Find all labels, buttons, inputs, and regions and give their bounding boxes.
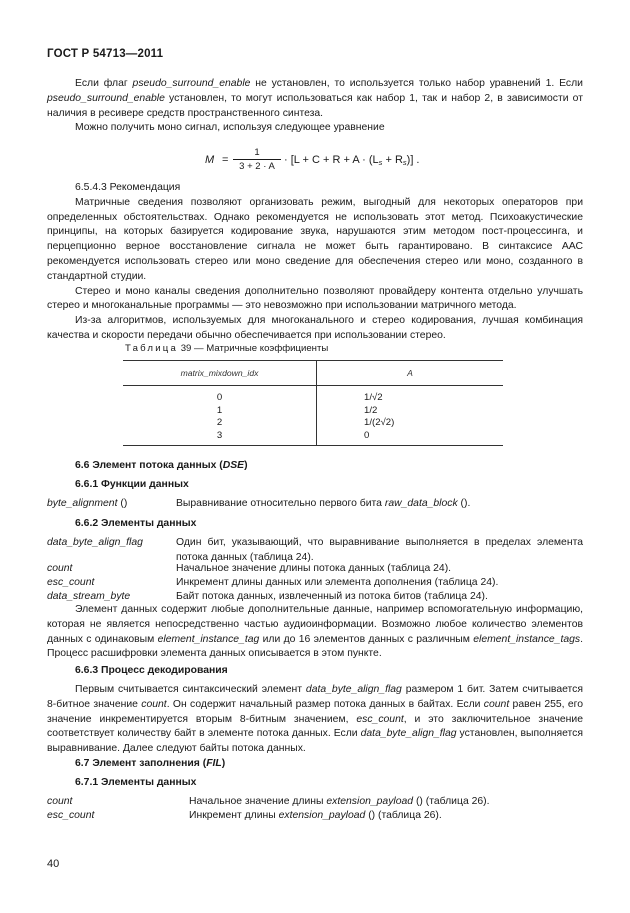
caption-text: 39 — Матричные коэффициенты: [180, 343, 329, 354]
text: · [L + C + R + A · (L: [284, 154, 379, 166]
formula-fraction: [233, 147, 281, 172]
paragraph-mono: Можно получить моно сигнал, используя следующее уравнение: [75, 122, 385, 134]
table-cell: 1: [123, 405, 317, 418]
definition-desc: [189, 809, 442, 824]
text: ().: [457, 498, 471, 509]
definition-desc: Байт потока данных, извлеченный из потока битов (таблица 24).: [176, 591, 488, 602]
text: Элемент данных содержит любые дополнительные данные, например вспомогательную информацию, которая не является непосредственно частью аудиоинформации. Возможно любое количество элементов данных с одинаковым: [47, 604, 583, 645]
definition-term: esc_count: [47, 810, 95, 821]
definitions-671: [47, 795, 583, 825]
paragraph-stereo-mono: Стерео и моно каналы сведения дополнительно позволяют провайдеру контента отдельно улучшать стерео и многоканальные программы — это невозможно при использовании матричного метода.: [47, 285, 583, 312]
definition-term: count: [47, 796, 73, 807]
page-header: ГОСТ Р 54713—2011: [47, 48, 164, 60]
term: DSE: [222, 460, 245, 471]
definition-item: [47, 809, 583, 824]
text: + R: [382, 154, 403, 166]
text: Инкремент длины: [189, 810, 279, 821]
section-heading-661: 6.6.1 Функции данных: [75, 479, 189, 490]
term: data_byte_align_flag: [360, 728, 457, 740]
text: не установлен, то используется только набор уравнений 1. Если: [250, 78, 583, 89]
text: byte_alignment: [47, 498, 118, 509]
formula-equals: =: [222, 154, 229, 166]
text: или до 16 элементов данных с различным: [259, 633, 474, 645]
text: ): [221, 758, 226, 769]
definition-desc: Инкремент длины данных или элемента дополнения (таблица 24).: [176, 577, 499, 588]
definition-item: [47, 795, 583, 810]
text: . Он содержит начальный размер потока данных в байтах. Если: [166, 698, 484, 710]
text: , и это заключительное значение соответствует количеству байт в элементе потока данных. Если: [47, 713, 583, 740]
subscript: s: [378, 158, 383, 167]
text: () (таблица 26).: [413, 796, 490, 807]
table-cell: 1/(2√2): [364, 417, 395, 428]
table-row: [123, 386, 503, 405]
section-heading-66: [75, 459, 248, 474]
formula-lhs: M: [205, 154, 215, 166]
text: размером 1 бит. Затем считывается 8-битное значение: [47, 684, 583, 710]
table-cell: 0: [317, 430, 504, 446]
definition-desc: [176, 497, 470, 512]
table-row: [123, 430, 503, 446]
text: ): [244, 460, 248, 471]
caption-word: Таблица: [125, 343, 179, 354]
table-cell: 3: [123, 430, 317, 446]
table-cell: 0: [123, 386, 317, 405]
table-cell: 2: [123, 417, 317, 430]
formula-rest: [284, 153, 420, 171]
text: 6.6 Элемент потока данных (: [75, 460, 223, 471]
table-row: [123, 405, 503, 418]
definition-desc: [189, 795, 490, 810]
term: pseudo_surround_enable: [132, 78, 251, 89]
mono-formula: [205, 147, 445, 177]
text: установлен, выполняется выравнивание. Далее следуют байты потока данных.: [47, 728, 583, 755]
term: FIL: [206, 758, 222, 769]
definition-term: [47, 497, 127, 512]
section-heading-671: 6.7.1 Элементы данных: [75, 777, 197, 788]
section-heading-663: 6.6.3 Процесс декодирования: [75, 665, 228, 676]
definition-desc: Начальное значение длины потока данных (таблица 24).: [176, 563, 452, 574]
text: Первым считывается синтаксический элемент: [75, 684, 306, 695]
paragraph-data-element: [47, 603, 583, 662]
term: data_byte_align_flag: [305, 684, 402, 695]
term: esc_count: [356, 713, 404, 725]
term: count: [483, 698, 510, 710]
term: extension_payload: [326, 796, 414, 807]
table-row: [123, 417, 503, 430]
subscript: s: [402, 158, 407, 167]
section-heading-662: 6.6.2 Элементы данных: [75, 518, 197, 529]
text: равен 255, его значение инкрементируется вторым 8-битным значением,: [47, 698, 583, 725]
text: установлен, то могут использоваться как набор 1, так и набор 2, в зависимости от наличия в ресивере средств пространственного синтеза.: [47, 92, 583, 119]
column-header: matrix_mixdown_idx: [123, 361, 317, 386]
term: element_instance_tags: [473, 633, 581, 645]
table-caption: [125, 342, 328, 357]
paragraph-algorithms: Из-за алгоритмов, используемых для многоканального и стерео кодирования, лучшая комбинация качества и скорости передачи обычно обеспечивается при использовании стерео.: [47, 315, 583, 341]
paragraph-pseudo-surround: [47, 77, 583, 136]
matrix-coefficients-table: [123, 360, 503, 446]
text: . Процесс расшифровки элемента данных описывается в этом пункте.: [47, 633, 583, 660]
definition-desc: Один бит, указывающий, что выравнивание выполняется в пределах элемента потока данных (таблица 24).: [176, 537, 583, 563]
term: raw_data_block: [384, 498, 458, 509]
definition-term: data_byte_align_flag: [47, 537, 143, 548]
definition-item: [47, 576, 583, 591]
paragraph-matrix: Матричные сведения позволяют организовать режим, выгодный для некоторых операторов при определенных обстоятельствах. Однако рекомендуется не использовать этот метод. Психоакустические принципы, на которых базируется кодирование звука, нарушаются этим методом пост-процессинга, и перцепционно верное восстановление сигнала не может быть гарантировано. В синтаксисе ААС рекомендуется использовать стерео или моно сведение для обеспечения стерео или моно, созданного в стандартной студии.: [47, 196, 583, 282]
definition-term: esc_count: [47, 577, 95, 588]
column-header: A: [317, 361, 504, 386]
definition-item: [47, 562, 583, 577]
text: Начальное значение длины: [189, 796, 327, 807]
fraction-bar: [233, 159, 281, 160]
section-heading-67: [75, 757, 225, 772]
term: pseudo_surround_enable: [47, 92, 165, 104]
text: () (таблица 26).: [365, 810, 442, 821]
term: element_instance_tag: [157, 633, 260, 645]
section-recommendation: [47, 181, 583, 344]
paragraph-decoding: [47, 683, 583, 757]
term: count: [141, 698, 167, 710]
formula-numerator: 1: [254, 147, 260, 158]
table-cell: 1/√2: [364, 392, 383, 403]
definition-term: data_stream_byte: [47, 591, 131, 602]
definition-byte-alignment: [47, 497, 583, 512]
definitions-662: [47, 536, 583, 604]
term: extension_payload: [278, 810, 366, 821]
table-header-row: [123, 361, 503, 386]
definition-term: count: [47, 563, 73, 574]
table-cell: 1/2: [364, 404, 378, 416]
formula-denominator: 3 + 2 · A: [239, 161, 275, 172]
text: 6.7 Элемент заполнения (: [75, 758, 207, 769]
text: Выравнивание относительно первого бита: [176, 498, 385, 509]
text: )] .: [406, 154, 420, 166]
section-heading-6543: 6.5.4.3 Рекомендация: [75, 182, 181, 193]
text: Если флаг: [75, 78, 133, 89]
page-number: 40: [47, 858, 60, 870]
text: (): [117, 498, 128, 509]
